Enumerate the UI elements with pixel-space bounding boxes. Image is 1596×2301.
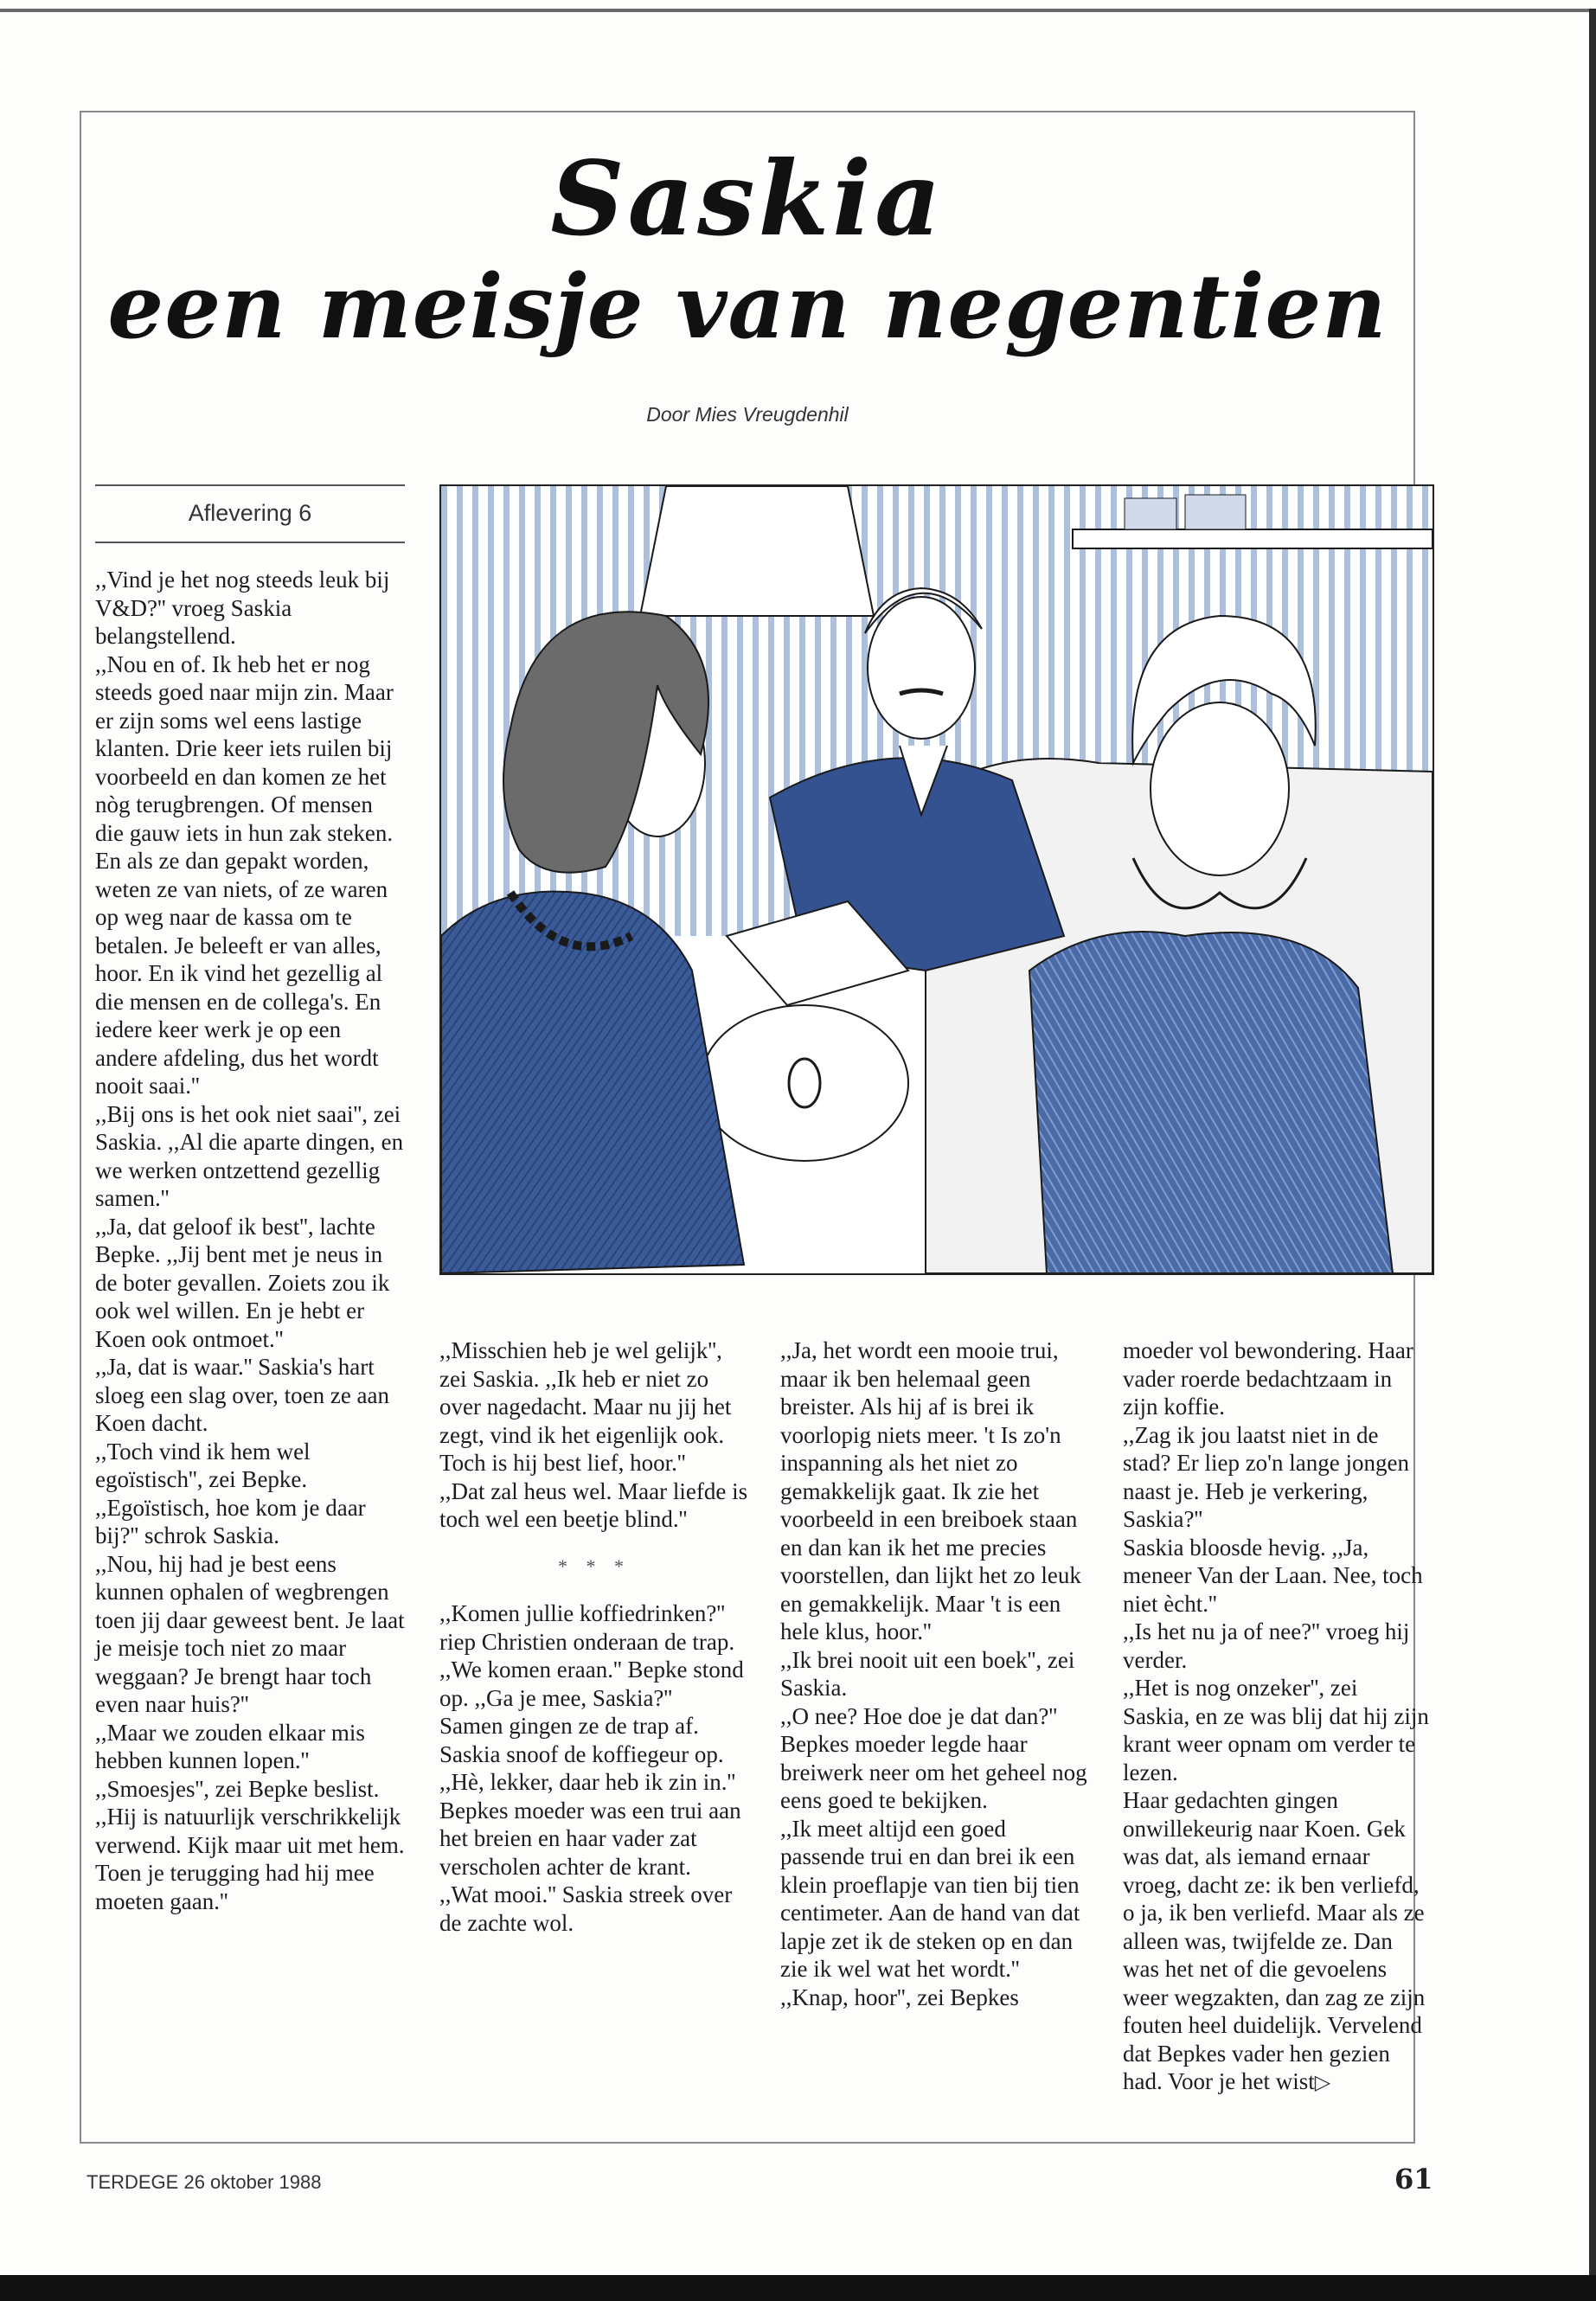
paragraph: ,,Ja, dat geloof ik best'', lachte Bepke. ,,Jij bent met je neus in de boter gevallen. Zoiets zou ik ook wel willen. En je hebt er Koen ook ontmoet.'' (95, 1213, 390, 1352)
paragraph: ,,Zag ik jou laatst niet in de stad? Er liep zo'n lange jongen naast je. Heb je verkering, Saskia?'' (1123, 1421, 1410, 1532)
paragraph: ,,Misschien heb je wel gelijk'', zei Saskia. ,,Ik heb er niet zo over nagedacht. Maar nu jij het zegt, vind ik het eigenlijk ook. Toch is hij best lief, hoor.'' (439, 1337, 732, 1476)
footer-magazine: TERDEGE 26 oktober 1988 (87, 2171, 322, 2193)
armrest (701, 1005, 908, 1161)
paragraph: ,,Ja, het wordt een mooie trui, maar ik ben helemaal geen breister. Als hij af is brei ik voorlopig niets meer. 't Is zo'n inspanning als het niet zo gemakkelijk gaat. Ik zie het voorbeeld in een breiboek staan en dan kan ik het me precies voorstellen, dan lijkt het zo leuk en gemakkelijk. Maar 't is een hele klus, hoor.'' (780, 1337, 1081, 1644)
paragraph: ,,Nou en of. Ik heb het er nog steeds goed naar mijn zin. Maar er zijn soms wel eens lastige klanten. Drie keer iets ruilen bij voorbeeld en dan komen ze het nòg terugbrengen. Of mensen die gauw iets in hun zak steken. En als ze dan gepakt worden, weten ze van niets, of ze waren op weg naar de kassa om te betalen. Je beleeft er van alles, hoor. En ik vind het gezellig al die mensen en de collega's. En iedere keer werk je op een andere afdeling, dus het wordt nooit saai.'' (95, 651, 394, 1099)
paragraph: ,,We komen eraan.'' Bepke stond op. ,,Ga je mee, Saskia?'' (439, 1657, 744, 1711)
lamp-shade (640, 486, 874, 616)
section-break: * * * (558, 1554, 631, 1577)
episode-rule-top (95, 484, 405, 486)
paragraph: ,,Het is nog onzeker'', zei Saskia, en ze was blij dat hij zijn krant weer opnam om verder te lezen. (1123, 1675, 1429, 1785)
text-column-1 (95, 566, 405, 1915)
man-face (868, 597, 975, 739)
continue-arrow-icon: ▷ (1314, 2072, 1331, 2094)
right-woman-face (1151, 702, 1289, 875)
shelf (1073, 529, 1433, 548)
paragraph: ,,Ik brei nooit uit een boek'', zei Saskia. (780, 1646, 1075, 1701)
paragraph: ,,Nou, hij had je best eens kunnen ophalen of wegbrengen toen jij daar geweest bent. Je laat je meisje toch niet zo maar weggaan? Je brengt haar toch even naar huis?'' (95, 1550, 405, 1717)
paragraph: moeder vol bewondering. Haar vader roerde bedachtzaam in zijn koffie. (1123, 1337, 1413, 1420)
paragraph: Saskia bloosde hevig. ,,Ja, meneer Van der Laan. Nee, toch niet ècht.'' (1123, 1534, 1423, 1617)
article-title: Saskia (550, 138, 945, 259)
paragraph: ,,Dat zal heus wel. Maar liefde is toch wel een beetje blind.'' (439, 1477, 748, 1532)
paragraph: ,,Bij ons is het ook niet saai'', zei Saskia. ,,Al die aparte dingen, en we werken ontzettend gezellig samen.'' (95, 1100, 404, 1211)
scan-edge-right (1589, 9, 1596, 2275)
paragraph-text: Haar gedachten gingen onwillekeurig naar Koen. Gek was dat, als iemand ernaar vroeg, dacht ze: ik ben verliefd, o ja, ik ben verliefd. Maar als ze alleen was, twijfelde ze. Dan was het net of die gevoelens weer wegzakten, dan zag ze zijn fouten heel duidelijk. Vervelend dat Bepkes vader hen gezien had. Voor je het wist (1123, 1787, 1426, 2094)
paragraph: ,,Toch vind ik hem wel egoïstisch'', zei Bepke. (95, 1438, 311, 1492)
paragraph: ,,O nee? Hoe doe je dat dan?'' (780, 1702, 1058, 1729)
right-woman-blouse (1029, 932, 1393, 1273)
scan-edge-top (0, 9, 1596, 12)
shelf-item (1125, 498, 1176, 529)
paragraph: Bepkes moeder was een trui aan het breien en haar vader zat verscholen achter de krant. (439, 1797, 741, 1880)
paragraph: ,,Wat mooi.'' Saskia streek over de zachte wol. (439, 1881, 733, 1936)
illustration (439, 484, 1434, 1275)
paragraph: Bepkes moeder legde haar breiwerk neer om het geheel nog eens goed te bekijken. (780, 1731, 1087, 1813)
paragraph: ,,Vind je het nog steeds leuk bij V&D?'' vroeg Saskia belangstellend. (95, 567, 390, 649)
paragraph: ,,Ik meet altijd een goed passende trui en dan brei ik een klein proeflapje van tien bij tien centimeter. Aan de hand van dat lapje zet ik de steken op en dan zie ik wel wat het wordt.'' (780, 1815, 1080, 1982)
episode-rule-bottom (95, 542, 405, 543)
shelf-item (1185, 495, 1246, 529)
scan-edge-bottom (0, 2275, 1596, 2301)
paragraph: ,,Egoïstisch, hoe kom je daar bij?'' schrok Saskia. (95, 1494, 366, 1548)
paragraph: Samen gingen ze de trap af. Saskia snoof de koffiegeur op. ,,Hè, lekker, daar heb ik zin in.'' (439, 1713, 736, 1795)
page-number: 61 (1394, 2163, 1433, 2195)
paragraph (1123, 1786, 1430, 2098)
article-subtitle: een meisje van negentien (107, 255, 1388, 359)
paragraph: ,,Ja, dat is waar.'' Saskia's hart sloeg een slag over, toen ze aan Koen dacht. (95, 1354, 390, 1436)
episode-label: Aflevering 6 (188, 500, 312, 526)
paragraph: ,,Knap, hoor'', zei Bepkes (780, 1984, 1019, 2010)
paragraph: ,,Maar we zouden elkaar mis hebben kunnen lopen.'' (95, 1719, 365, 1773)
paragraph: ,,Komen jullie koffiedrinken?'' riep Christien onderaan de trap. (439, 1600, 735, 1655)
paragraph: ,,Smoesjes'', zei Bepke beslist. ,,Hij is natuurlijk verschrikkelijk verwend. Kijk maar uit met hem. Toen je terugging had hij mee moeten gaan.'' (95, 1775, 405, 1914)
text-column-2 (439, 1336, 749, 1937)
paragraph: ,,Is het nu ja of nee?'' vroeg hij verder. (1123, 1618, 1410, 1673)
text-column-3 (780, 1336, 1090, 2011)
illustration-drawing (441, 486, 1433, 1273)
article-byline: Door Mies Vreugdenhil (646, 403, 849, 426)
text-column-4 (1123, 1336, 1430, 2098)
